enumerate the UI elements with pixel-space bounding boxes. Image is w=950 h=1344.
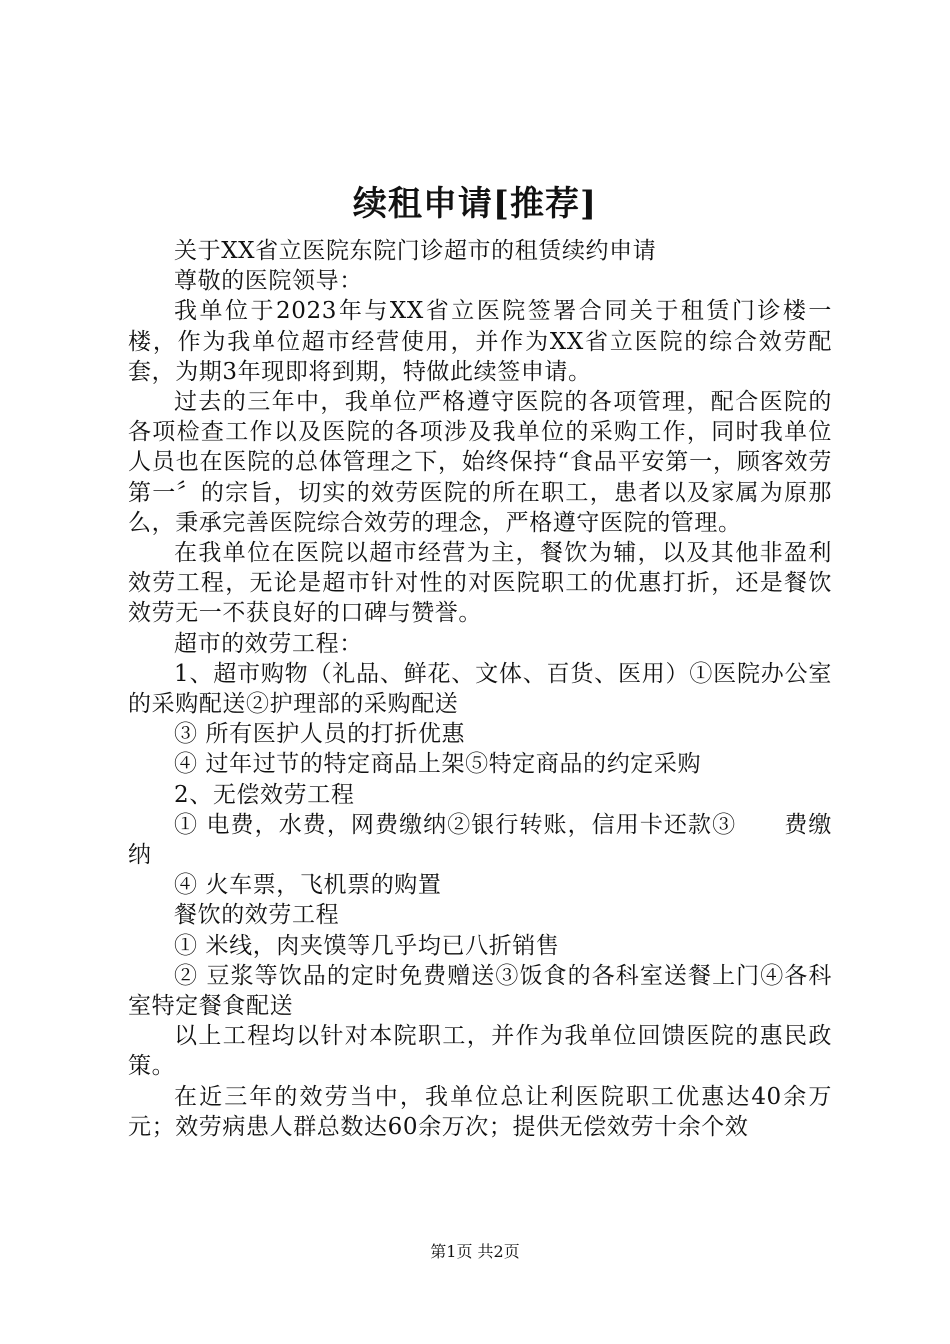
paragraph: 以上工程均以针对本院职工，并作为我单位回馈医院的惠民政策。 — [128, 1023, 832, 1080]
document-body — [128, 236, 832, 1142]
list-item: ③ 所有医护人员的打折优惠 — [174, 721, 466, 748]
page-footer: 第1页 共2页 — [430, 1242, 520, 1261]
paragraph: 我单位于2023年与XX省立医院签署合同关于租赁门诊楼一楼，作为我单位超市经营使用，并作为XX省立医院的综合效劳配套，为期3年现即将到期，特做此续签申请。 — [128, 298, 832, 385]
list-item: ④ 过年过节的特定商品上架⑤特定商品的约定采购 — [174, 751, 702, 778]
paragraph-subject: 关于XX省立医院东院门诊超市的租赁续约申请 — [174, 238, 657, 264]
list-item: ④ 火车票，飞机票的购置 — [174, 872, 442, 899]
paragraph: 在我单位在医院以超市经营为主，餐饮为辅，以及其他非盈利效劳工程，无论是超市针对性的对医院职工的优惠打折，还是餐饮效劳无一不获良好的口碑与赞誉。 — [128, 540, 832, 627]
paragraph: 在近三年的效劳当中，我单位总让利医院职工优惠达40余万元；效劳病患人群总数达60余万次；提供无偿效劳十余个效 — [128, 1083, 832, 1140]
paragraph-salutation: 尊敬的医院领导： — [174, 268, 363, 295]
list-item: ① 电费，水费，网费缴纳②银行转账，信用卡还款③ 费缴纳 — [128, 811, 832, 869]
document-title: 续租申请[推荐] — [352, 184, 598, 224]
list-item: ② 豆浆等饮品的定时免费赠送③饭食的各科室送餐上门④各科室特定餐食配送 — [128, 962, 832, 1020]
section-heading: 餐饮的效劳工程 — [174, 902, 340, 929]
list-item: 1、超市购物（礼品、鲜花、文体、百货、医用）①医院办公室的采购配送②护理部的采购配送 — [128, 660, 832, 718]
section-heading: 2、无偿效劳工程 — [174, 781, 355, 808]
list-item: ① 米线，肉夹馍等几乎均已八折销售 — [174, 932, 560, 959]
paragraph: 过去的三年中，我单位严格遵守医院的各项管理，配合医院的各项检查工作以及医院的各项涉及我单位的采购工作，同时我单位人员也在医院的总体管理之下，始终保持“食品平安第一，顾客效劳第一〞的宗旨，切实的效劳医院的所在职工，患者以及家属为原那么，秉承完善医院综合效劳的理念，严格遵守医院的管理。 — [128, 389, 832, 536]
section-heading: 超市的效劳工程： — [174, 630, 363, 657]
